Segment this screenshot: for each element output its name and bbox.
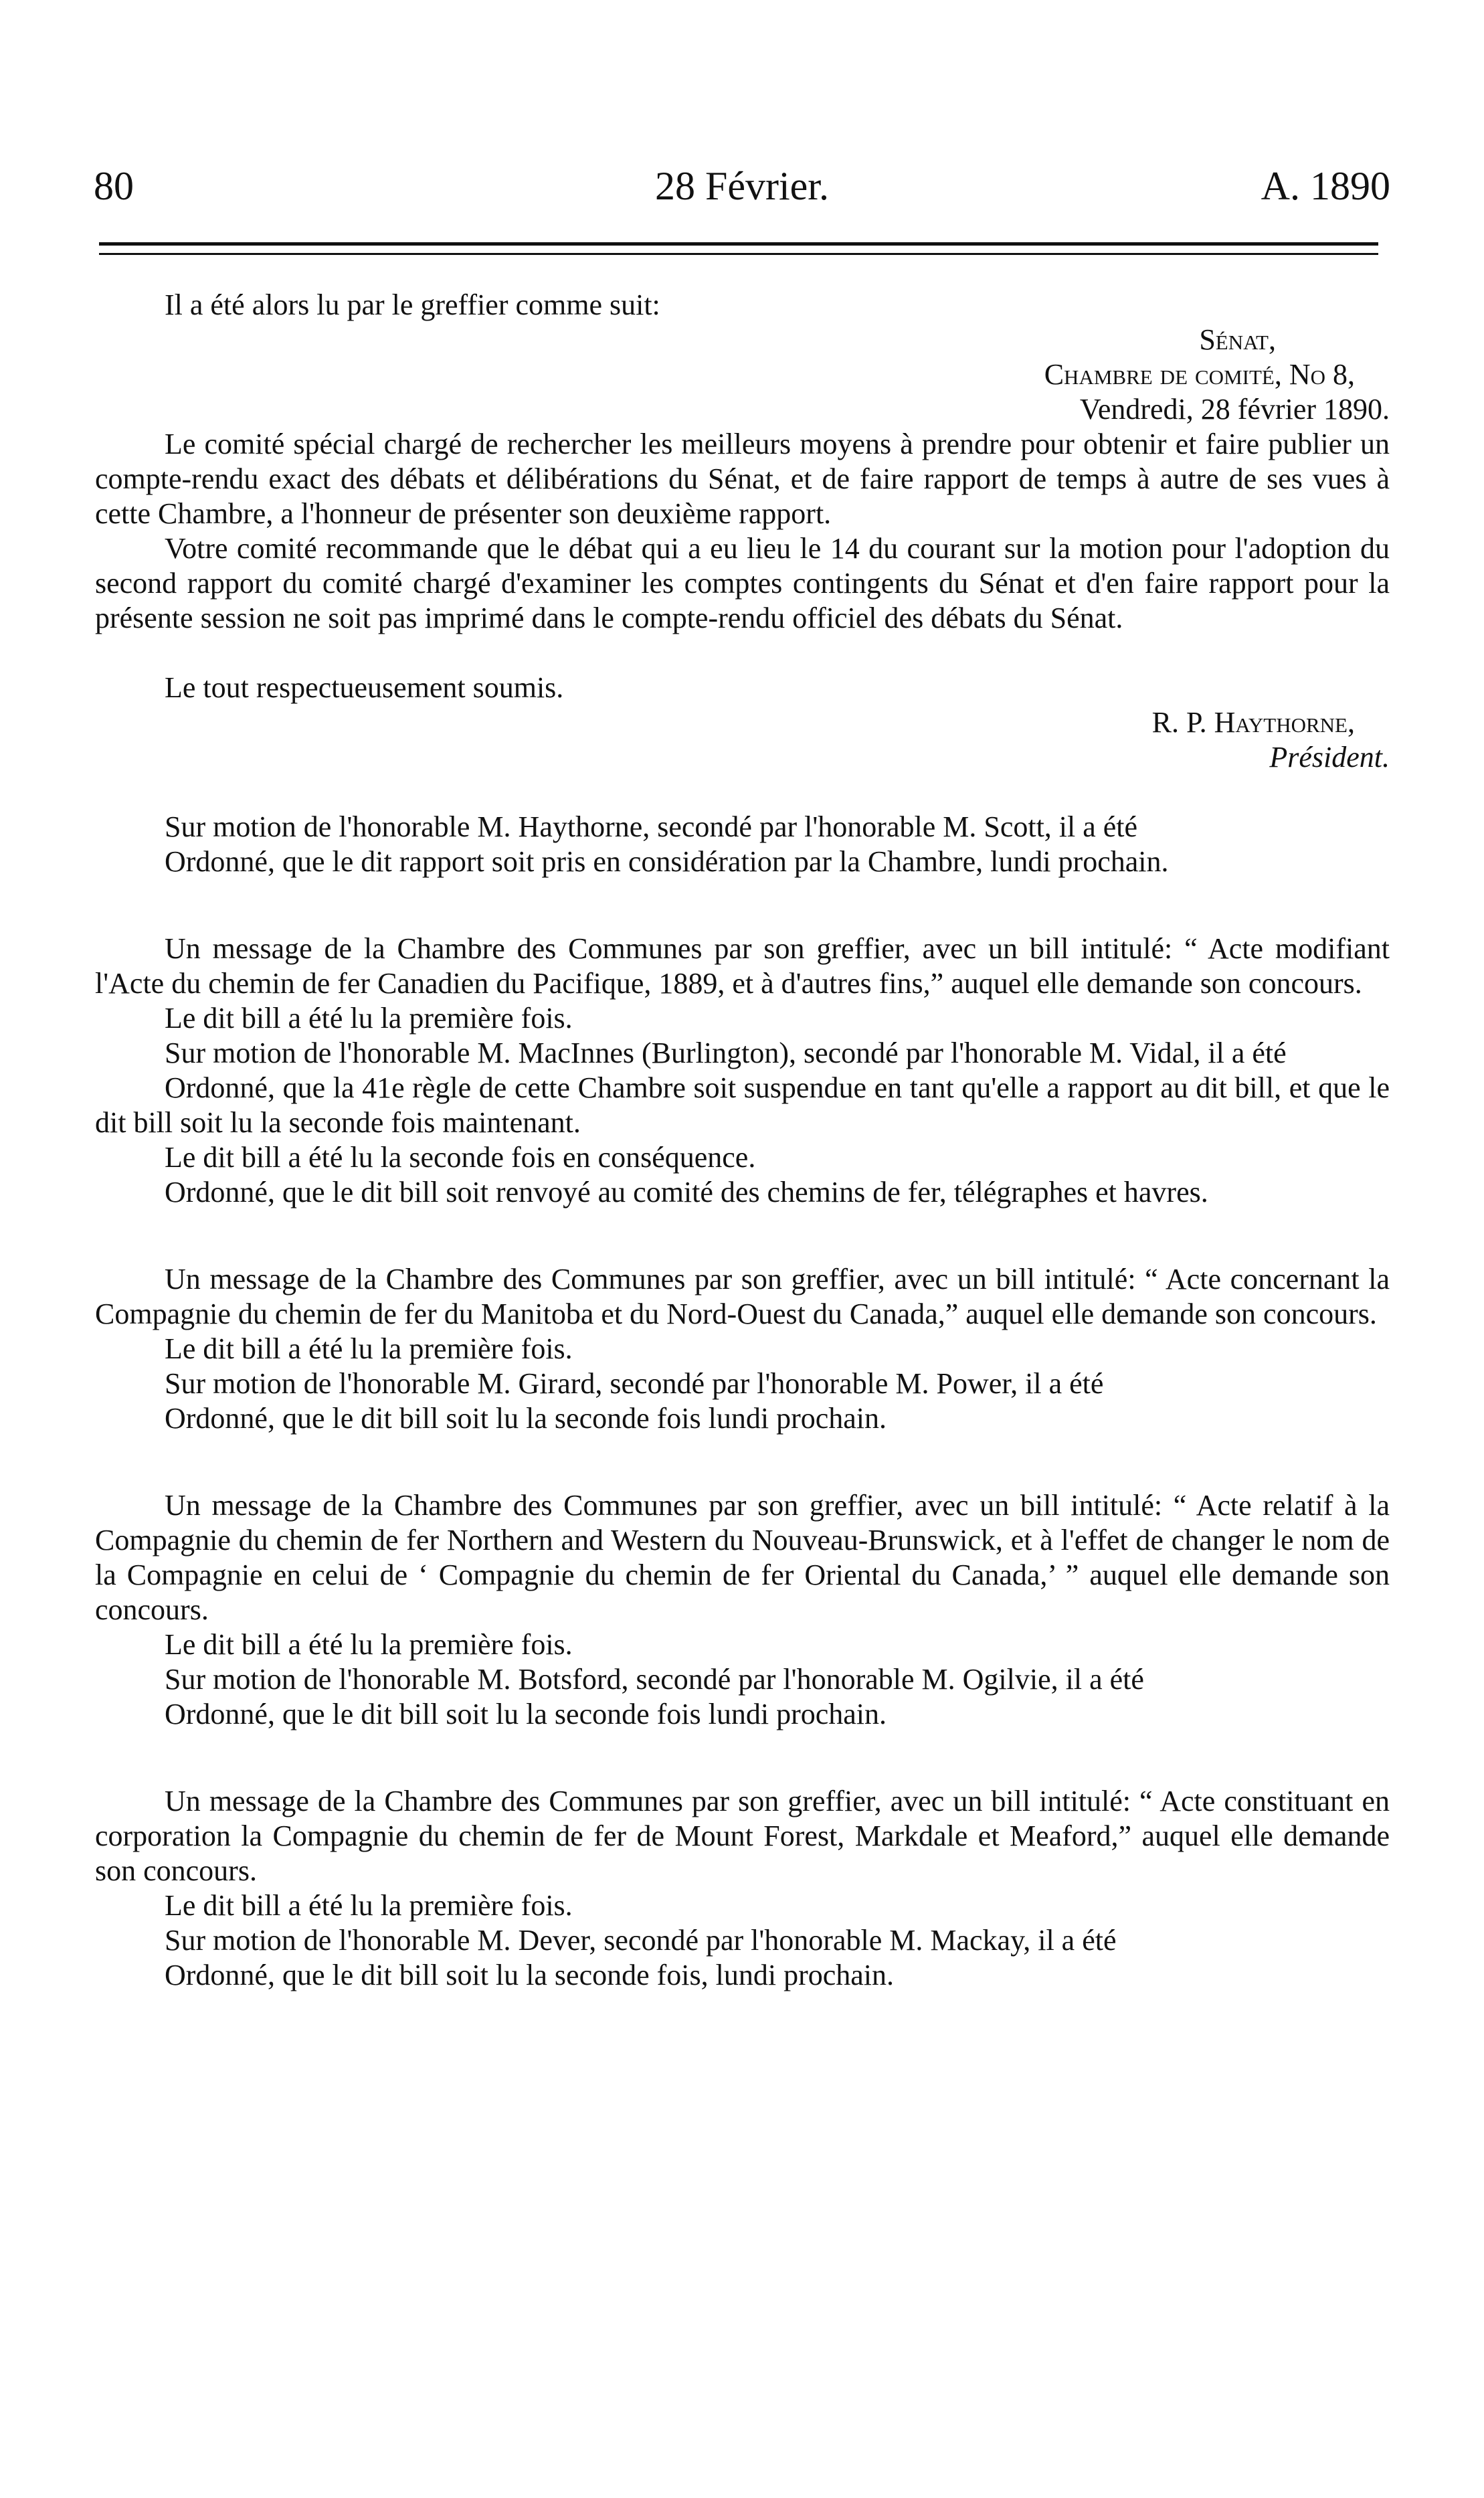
letterhead-date: Vendredi, 28 février 1890. xyxy=(1079,393,1390,426)
message-1-order-suspend: Ordonné, que la 41e règle de cette Chambre soit suspendue en tant qu'elle a rapport au dit bill, et que le dit bill soit lu la seconde fois maintenant. xyxy=(95,1071,1390,1139)
motion-1-line: Sur motion de l'honorable M. Haythorne, secondé par l'honorable M. Scott, il a été xyxy=(165,810,1138,843)
message-4-first-reading: Le dit bill a été lu la première fois. xyxy=(165,1889,573,1922)
signature-name: R. P. Haythorne, xyxy=(1151,706,1355,739)
intro-line: Il a été alors lu par le greffier comme suit: xyxy=(165,288,660,321)
message-3-first-reading: Le dit bill a été lu la première fois. xyxy=(165,1628,573,1661)
page-body xyxy=(95,288,1390,1993)
header-date: 28 Février. xyxy=(655,164,829,208)
header-rule-top xyxy=(99,242,1378,246)
header-rule-bottom xyxy=(99,253,1378,255)
message-4-intro: Un message de la Chambre des Communes par son greffier, avec un bill intitulé: “ Acte constituant en corporation la Compagnie du chemin de fer de Mount Forest, Markdale et Meaford,” auquel elle demande son concours. xyxy=(95,1785,1390,1887)
message-4-motion: Sur motion de l'honorable M. Dever, secondé par l'honorable M. Mackay, il a été xyxy=(165,1924,1117,1957)
letterhead-chambre-text: Chambre de comité, No 8, xyxy=(1044,358,1355,391)
letterhead-senat: Sénat, xyxy=(1199,323,1276,356)
report-paragraph-1: Le comité spécial chargé de rechercher les meilleurs moyens à prendre pour obtenir et faire publier un compte-rendu exact des débats et délibérations du Sénat, et de faire rapport de temps à autre de ses vues à cette Chambre, a l'honneur de présenter son deuxième rapport. xyxy=(95,428,1390,530)
message-2-order: Ordonné, que le dit bill soit lu la seconde fois lundi prochain. xyxy=(165,1402,887,1435)
signature-title: Président. xyxy=(1269,741,1390,774)
closing-line: Le tout respectueusement soumis. xyxy=(165,671,564,704)
page-number: 80 xyxy=(94,164,134,208)
report-paragraph-2: Votre comité recommande que le débat qui a eu lieu le 14 du courant sur la motion pour l'adoption du second rapport du comité chargé d'examiner les comptes contingents du Sénat et d'en faire rapport pour la présente session ne soit pas imprimé dans le compte-rendu officiel des débats du Sénat. xyxy=(95,532,1390,634)
message-1-second-reading: Le dit bill a été lu la seconde fois en conséquence. xyxy=(165,1141,756,1174)
message-3-intro: Un message de la Chambre des Communes par son greffier, avec un bill intitulé: “ Acte relatif à la Compagnie du chemin de fer Northern and Western du Nouveau-Brunswick, et à l'effet de changer le nom de la Compagnie en celui de ‘ Compagnie du chemin de fer Oriental du Canada,’ ” auquel elle demande son concours. xyxy=(95,1489,1390,1626)
message-4-order: Ordonné, que le dit bill soit lu la seconde fois, lundi prochain. xyxy=(165,1959,895,1991)
message-1-intro: Un message de la Chambre des Communes par son greffier, avec un bill intitulé: “ Acte modifiant l'Acte du chemin de fer Canadien du Pacifique, 1889, et à d'autres fins,” auquel elle demande son concours. xyxy=(95,932,1390,1000)
message-1-motion: Sur motion de l'honorable M. MacInnes (Burlington), secondé par l'honorable M. Vidal, il a été xyxy=(165,1037,1287,1069)
message-3-motion: Sur motion de l'honorable M. Botsford, secondé par l'honorable M. Ogilvie, il a été xyxy=(165,1663,1144,1696)
header-year: A. 1890 xyxy=(1261,164,1390,208)
message-2-intro: Un message de la Chambre des Communes par son greffier, avec un bill intitulé: “ Acte concernant la Compagnie du chemin de fer du Manitoba et du Nord-Ouest du Canada,” auquel elle demande son concours. xyxy=(95,1263,1390,1330)
message-1-order-committee: Ordonné, que le dit bill soit renvoyé au comité des chemins de fer, télégraphes et havres. xyxy=(165,1176,1208,1209)
message-2-first-reading: Le dit bill a été lu la première fois. xyxy=(165,1332,573,1365)
message-1-first-reading: Le dit bill a été lu la première fois. xyxy=(165,1002,573,1035)
motion-1-order: Ordonné, que le dit rapport soit pris en considération par la Chambre, lundi prochain. xyxy=(165,845,1169,878)
letterhead-chambre xyxy=(95,357,1390,392)
message-2-motion: Sur motion de l'honorable M. Girard, secondé par l'honorable M. Power, il a été xyxy=(165,1367,1104,1400)
page-header xyxy=(94,159,1390,213)
message-3-order: Ordonné, que le dit bill soit lu la seconde fois lundi prochain. xyxy=(165,1698,887,1730)
